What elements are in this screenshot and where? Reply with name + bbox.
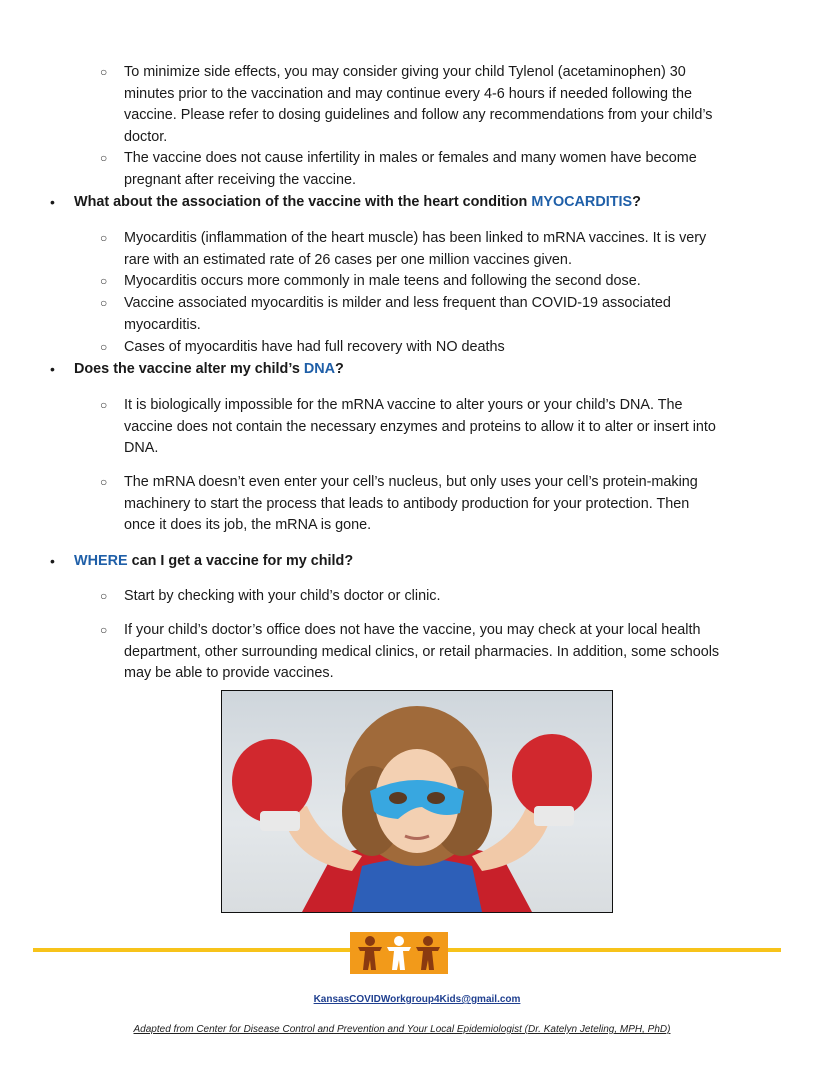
text-line: vaccine does not contain the necessary enzymes and proteins to allow it to alter or insert into: [124, 418, 716, 435]
sub-bullet-marker: ○: [100, 340, 108, 354]
question-heading: [74, 359, 344, 380]
text-line: The mRNA doesn’t even enter your cell’s nucleus, but only uses your cell’s protein-making: [124, 474, 698, 490]
footer-divider-left: [33, 948, 350, 952]
heading-highlight: WHERE: [74, 553, 128, 569]
main-bullet-marker: •: [50, 194, 55, 210]
sub-bullet-marker: ○: [100, 589, 108, 603]
contact-email-link[interactable]: KansasCOVIDWorkgroup4Kids@gmail.com: [313, 994, 521, 1005]
sub-bullet-marker: ○: [100, 151, 108, 165]
text-line: The vaccine does not cause infertility in males or females and many women have become: [124, 150, 697, 166]
sub-bullet-marker: ○: [100, 231, 108, 245]
text-line: DNA.: [124, 440, 159, 456]
list-item: [124, 337, 814, 359]
text-line: vaccine. Please refer to dosing guidelines and follow any recommendations from your child’s: [124, 107, 713, 123]
list-item: [124, 395, 814, 460]
text-line: pregnant after receiving the vaccine.: [124, 171, 356, 188]
list-item: [124, 586, 814, 608]
text-line: minutes prior to the vaccination and may continue every 4-6 hours if needed following the: [124, 85, 692, 102]
list-item: [124, 148, 814, 191]
list-item: [124, 472, 814, 537]
text-line: To minimize side effects, you may consider giving your child Tylenol (acetaminophen) 30: [124, 64, 686, 80]
heading-text: ?: [632, 194, 641, 210]
text-line: doctor.: [124, 128, 168, 145]
text-line: once it does its job, the mRNA is gone.: [124, 517, 372, 533]
people-figures-icon: [350, 932, 448, 974]
text-line: If your child’s doctor’s office does not have the vaccine, you may check at your local health: [124, 622, 701, 638]
sub-bullet-marker: ○: [100, 296, 108, 310]
heading-text: ?: [335, 361, 344, 377]
text-line: myocarditis.: [124, 316, 201, 333]
superhero-child-photo: [221, 690, 613, 913]
heading-highlight: MYOCARDITIS: [531, 194, 633, 210]
text-line: machinery to start the process that leads to antibody production for your protection. Then: [124, 495, 690, 512]
text-line: Vaccine associated myocarditis is milder and less frequent than COVID-19 associated: [124, 295, 671, 311]
sub-bullet-marker: ○: [100, 274, 108, 288]
heading-text: What about the association of the vaccine with the heart condition: [74, 194, 532, 210]
photo-illustration: [222, 691, 612, 912]
question-heading: [74, 192, 641, 213]
sub-bullet-marker: ○: [100, 398, 108, 412]
footer-divider-right: [448, 948, 781, 952]
kids-logo: [350, 932, 448, 974]
list-item: [124, 620, 814, 685]
list-item: [124, 293, 814, 336]
text-line: department, other surrounding medical clinics, or retail pharmacies. In addition, some schools: [124, 643, 720, 660]
text-line: rare with an estimated rate of 26 cases per one million vaccines given.: [124, 251, 572, 268]
source-credit: Adapted from Center for Disease Control and Prevention and Your Local Epidemiologist (Dr. Katelyn Jeteling, MPH, PhD): [133, 1024, 671, 1035]
heading-highlight: DNA: [303, 361, 336, 377]
text-line: It is biologically impossible for the mRNA vaccine to alter yours or your child’s DNA. The: [124, 397, 683, 413]
heading-text: can I get a vaccine for my child?: [127, 553, 354, 569]
sub-bullet-marker: ○: [100, 65, 108, 79]
sub-bullet-marker: ○: [100, 623, 108, 637]
list-item: [124, 271, 814, 293]
list-item: [124, 62, 814, 148]
heading-text: Does the vaccine alter my child’s: [74, 361, 304, 377]
main-bullet-marker: •: [50, 553, 55, 569]
text-line: Cases of myocarditis have had full recovery with NO deaths: [124, 339, 505, 355]
text-line: Myocarditis occurs more commonly in male teens and following the second dose.: [124, 273, 641, 289]
list-item: [124, 228, 814, 271]
text-line: Myocarditis (inflammation of the heart muscle) has been linked to mRNA vaccines. It is very: [124, 230, 707, 246]
main-bullet-marker: •: [50, 361, 55, 377]
question-heading: [74, 551, 353, 572]
text-line: may be able to provide vaccines.: [124, 665, 334, 681]
text-line: Start by checking with your child’s doctor or clinic.: [124, 588, 441, 604]
sub-bullet-marker: ○: [100, 475, 108, 489]
